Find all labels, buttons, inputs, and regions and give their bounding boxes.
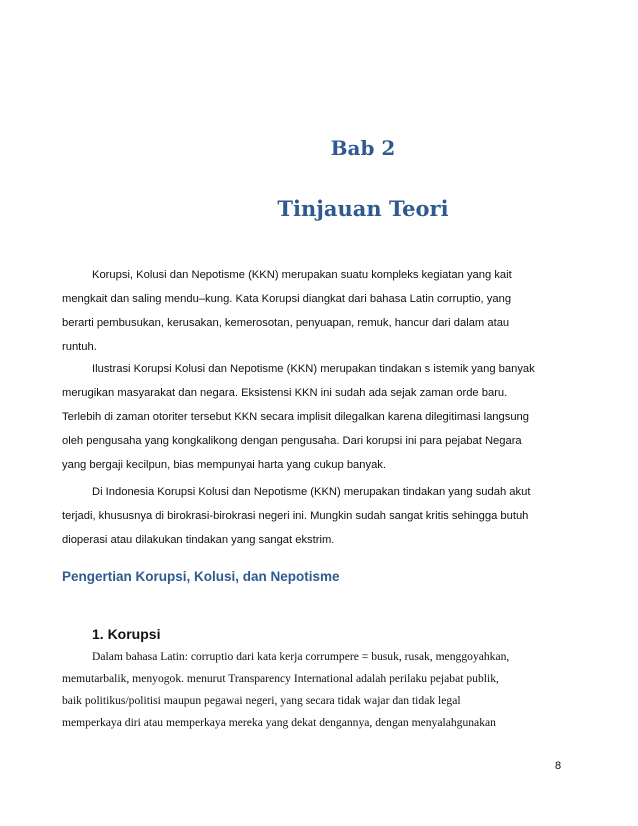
paragraph-1 bbox=[62, 263, 562, 359]
subsection-paragraph bbox=[62, 646, 562, 734]
paragraph-line: mengkait dan saling mendu–kung. Kata Korupsi diangkat dari bahasa Latin corruptio, yang bbox=[62, 293, 512, 305]
paragraph-line: yang bergaji kecilpun, bias mempunyai harta yang cukup banyak. bbox=[62, 459, 387, 471]
paragraph-line: berarti pembusukan, kerusakan, kemerosotan, penyuapan, remuk, hancur dari dalam atau bbox=[62, 317, 510, 329]
paragraph-line: dioperasi atau dilakukan tindakan yang sangat ekstrim. bbox=[62, 534, 335, 546]
paragraph-line: Korupsi, Kolusi dan Nepotisme (KKN) merupakan suatu kompleks kegiatan yang kait bbox=[92, 269, 512, 281]
paragraph-line: Di Indonesia Korupsi Kolusi dan Nepotisme (KKN) merupakan tindakan yang sudah akut bbox=[92, 486, 531, 498]
paragraph-3 bbox=[62, 480, 562, 552]
paragraph-line: runtuh. bbox=[62, 341, 97, 353]
page-number: 8 bbox=[555, 760, 562, 772]
chapter-number: Bab 2 bbox=[330, 136, 396, 160]
paragraph-2 bbox=[62, 357, 562, 477]
paragraph-line: memperkaya diri atau memperkaya mereka yang dekat dengannya, dengan menyalahgunakan bbox=[62, 716, 496, 729]
paragraph-line: Dalam bahasa Latin: corruptio dari kata kerja corrumpere = busuk, rusak, menggoyahkan, bbox=[92, 650, 510, 663]
section-heading: Pengertian Korupsi, Kolusi, dan Nepotisme bbox=[62, 569, 340, 584]
chapter-title: Tinjauan Teori bbox=[277, 196, 449, 221]
paragraph-line: merugikan masyarakat dan negara. Eksistensi KKN ini sudah ada sejak zaman orde baru. bbox=[62, 387, 508, 399]
subsection-heading: 1. Korupsi bbox=[92, 626, 161, 642]
paragraph-line: Terlebih di zaman otoriter tersebut KKN secara implisit dilegalkan karena dilegitimasi langsung bbox=[62, 411, 530, 423]
paragraph-line: terjadi, khususnya di birokrasi-birokrasi negeri ini. Mungkin sudah sangat kritis sehingga butuh bbox=[62, 510, 529, 522]
paragraph-line: Ilustrasi Korupsi Kolusi dan Nepotisme (KKN) merupakan tindakan s istemik yang banyak bbox=[92, 363, 535, 375]
paragraph-line: oleh pengusaha yang kongkalikong dengan pengusaha. Dari korupsi ini para pejabat Negara bbox=[62, 435, 522, 447]
paragraph-line: baik politikus/politisi maupun pegawai negeri, yang secara tidak wajar dan tidak legal bbox=[62, 694, 461, 707]
paragraph-line: memutarbalik, menyogok. menurut Transparency International adalah perilaku pejabat publik, bbox=[62, 672, 499, 685]
